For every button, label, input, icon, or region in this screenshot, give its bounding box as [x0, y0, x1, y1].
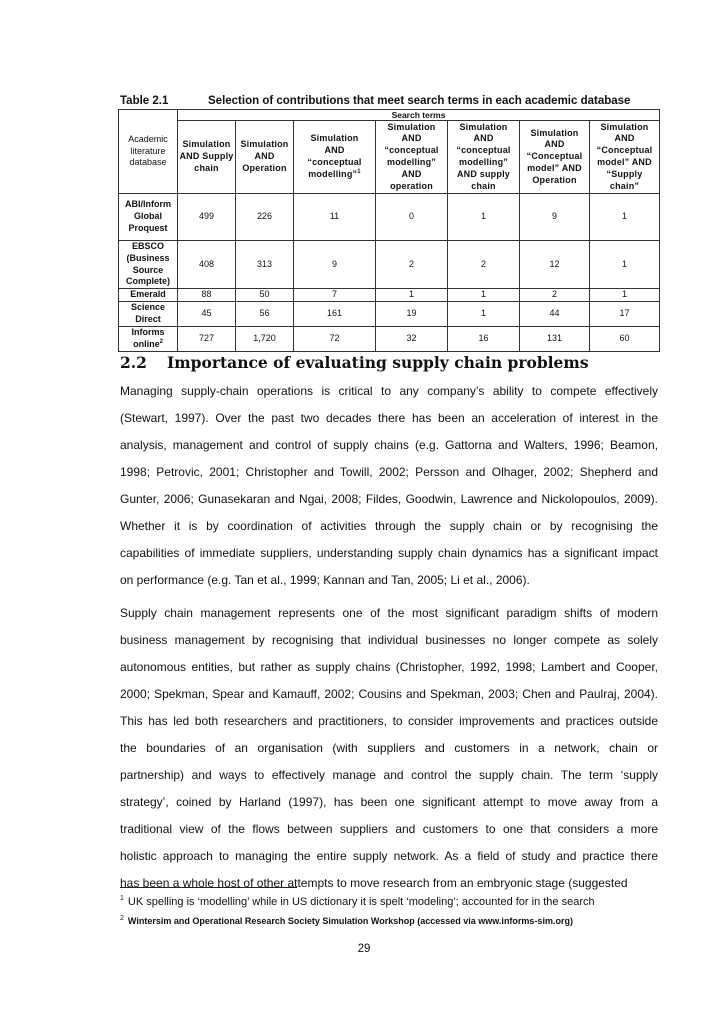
count-cell: 2 — [520, 289, 590, 302]
header-line: Simulation — [182, 139, 231, 150]
count-cell: 11 — [294, 194, 376, 241]
database-name-line: Global — [133, 211, 162, 222]
database-cell — [119, 241, 178, 289]
header-line: “conceptual — [384, 145, 439, 156]
count-cell: 72 — [294, 327, 376, 352]
text-line: (Stewart, 1997). Over the past two decades there has been an acceleration of interest in the — [120, 411, 658, 425]
header-line: operation — [390, 180, 433, 191]
header-line: “Conceptual — [526, 151, 583, 162]
header-line: “Supply chain” — [606, 168, 643, 191]
count-cell: 226 — [236, 194, 294, 241]
count-cell: 60 — [590, 327, 660, 352]
count-cell: 32 — [376, 327, 448, 352]
database-cell — [119, 302, 178, 327]
header-line: AND — [544, 139, 565, 150]
table-title: Selection of contributions that meet search terms in each academic database — [208, 95, 631, 107]
header-line: Simulation — [459, 121, 508, 132]
paragraph-1 — [120, 378, 658, 594]
count-cell: 1 — [448, 289, 520, 302]
header-line: model” AND — [527, 162, 582, 173]
text-line: 1998; Petrovic, 2001; Christopher and Towill, 2002; Persson and Olhager, 2002; Shepherd and — [120, 465, 658, 479]
header-line: Simulation — [600, 121, 649, 132]
database-cell — [119, 194, 178, 241]
text-line: Managing supply-chain operations is critical to any company’s ability to compete effectively — [120, 384, 658, 398]
database-name-line: Complete) — [125, 276, 170, 287]
footnote-mark: 1 — [120, 895, 124, 903]
header-line: “Conceptual — [596, 145, 653, 156]
header-line: “conceptual — [307, 157, 362, 167]
footnote-mark: 2 — [120, 915, 124, 922]
count-cell: 50 — [236, 289, 294, 302]
header-cell — [376, 121, 448, 194]
header-line: “conceptual — [456, 145, 511, 156]
search-terms-row — [119, 110, 660, 121]
count-cell: 161 — [294, 302, 376, 327]
count-cell: 88 — [178, 289, 236, 302]
header-line: Operation — [242, 162, 287, 173]
header-cell — [448, 121, 520, 194]
text-line: 2000; Spekman, Spear and Kamauff, 2002; Cousins and Spekman, 2003; Chen and Paulraj, 2004). — [120, 687, 658, 701]
count-cell: 131 — [520, 327, 590, 352]
header-line: AND supply — [456, 168, 510, 179]
footnote-text: Wintersim and Operational Research Society Simulation Workshop (accessed via www.informs-sim.org) — [127, 916, 573, 926]
column-header-row — [119, 121, 660, 194]
table-row — [119, 194, 660, 241]
header-line: modelling” — [387, 157, 436, 167]
count-cell: 1 — [448, 194, 520, 241]
count-cell: 16 — [448, 327, 520, 352]
count-cell: 1,720 — [236, 327, 294, 352]
database-name-line: Source — [132, 264, 164, 275]
header-line: AND Supply — [179, 151, 234, 162]
database-name-line: EBSCO — [131, 241, 164, 251]
database-name-line: Emerald — [130, 289, 166, 300]
header-line: AND — [473, 133, 494, 144]
count-cell: 1 — [448, 302, 520, 327]
count-cell: 45 — [178, 302, 236, 327]
footnote-text: UK spelling is ‘modelling’ while in US dictionary it is spelt ‘modeling’; accounted for in the search — [127, 896, 595, 908]
database-cell — [119, 327, 178, 352]
text-line: This has led both researchers and practitioners, to consider improvements and practices outside — [120, 714, 658, 728]
header-line: model” AND — [597, 157, 652, 167]
count-cell: 1 — [590, 241, 660, 289]
footnote-ref: 2 — [159, 339, 163, 346]
count-cell: 2 — [448, 241, 520, 289]
database-name-line: Direct — [135, 314, 161, 325]
count-cell: 9 — [294, 241, 376, 289]
count-cell: 313 — [236, 241, 294, 289]
header-line: AND — [614, 133, 635, 144]
header-line: chain — [471, 180, 496, 191]
database-name-line: (Business — [126, 252, 170, 263]
count-cell: 408 — [178, 241, 236, 289]
text-line: autonomous entities, but rather as supply chains (Christopher, 1992, 1998; Lambert and Cooper, — [120, 660, 658, 674]
header-line: Simulation — [240, 139, 289, 150]
footnote-2 — [120, 916, 660, 926]
text-line: business management by recognising that individual businesses no longer compete as solely — [120, 633, 658, 647]
text-line: Gunter, 2006; Gunasekaran and Ngai, 2008; Fildes, Goodwin, Lawrence and Nickolopoulos, 2009). — [120, 492, 658, 506]
search-terms-header: Search terms — [178, 110, 660, 121]
header-line: Simulation — [530, 127, 579, 138]
text-line: strategy’, coined by Harland (1997), has been one significant attempt to move away from a — [120, 795, 658, 809]
text-line: has been a whole host of other attempts to move research from an embryonic stage (suggested — [120, 876, 628, 890]
header-line: Operation — [532, 174, 577, 185]
count-cell: 9 — [520, 194, 590, 241]
header-line: chain — [194, 162, 219, 173]
text-line: traditional view of the flows between suppliers and customers to one that considers a more — [120, 822, 658, 836]
count-cell: 1 — [590, 289, 660, 302]
count-cell: 12 — [520, 241, 590, 289]
header-line: AND — [254, 151, 275, 162]
text-line: Supply chain management represents one of the most significant paradigm shifts of modern — [120, 606, 658, 620]
section-number: 2.2 — [120, 353, 147, 372]
search-results-table — [118, 109, 660, 352]
section-title: Importance of evaluating supply chain problems — [167, 353, 589, 372]
footnote-1 — [120, 896, 660, 908]
text-line: analysis, management and control of supply chains (e.g. Gattorna and Walters, 1996; Beamon, — [120, 438, 658, 452]
paragraph-2 — [120, 600, 658, 897]
header-cell — [520, 121, 590, 194]
count-cell: 17 — [590, 302, 660, 327]
database-name-line: Proquest — [128, 222, 168, 233]
text-line: partnership) and ways to effectively manage and control the supply chain. The term ‘supply — [120, 768, 658, 782]
header-line: modelling” — [459, 157, 508, 167]
footnote-rule — [120, 887, 297, 888]
database-name-line: Informs — [131, 327, 165, 338]
count-cell: 499 — [178, 194, 236, 241]
count-cell: 1 — [590, 194, 660, 241]
table-row — [119, 327, 660, 352]
count-cell: 0 — [376, 194, 448, 241]
table-number: Table 2.1 — [120, 95, 169, 107]
header-cell-database: Academic literature database — [119, 110, 178, 194]
count-cell: 7 — [294, 289, 376, 302]
header-cell — [236, 121, 294, 194]
database-cell — [119, 289, 178, 302]
header-cell — [294, 121, 376, 194]
database-name-line: Science — [130, 302, 166, 313]
text-line: Whether it is by coordination of activities through the supply chain or by recognising the — [120, 519, 658, 533]
count-cell: 2 — [376, 241, 448, 289]
text-line: the boundaries of an organisation (with suppliers and customers in a network, chain or — [120, 741, 658, 755]
database-name-line: online$^2$ — [133, 339, 163, 350]
count-cell: 1 — [376, 289, 448, 302]
text-line: holistic approach to managing the entire supply network. As a field of study and practice there — [120, 849, 658, 863]
count-cell: 44 — [520, 302, 590, 327]
table-row — [119, 302, 660, 327]
count-cell: 727 — [178, 327, 236, 352]
text-line: on performance (e.g. Tan et al., 1999; Kannan and Tan, 2005; Li et al., 2006). — [120, 573, 530, 587]
footnote-ref: 1 — [357, 168, 361, 175]
table-row — [119, 289, 660, 302]
header-line: AND — [401, 168, 422, 179]
table-row — [119, 241, 660, 289]
header-line: Simulation — [310, 133, 359, 144]
count-cell: 56 — [236, 302, 294, 327]
text-line: capabilities of immediate suppliers, understanding supply chain dynamics has a significant impact — [120, 546, 658, 560]
header-cell — [590, 121, 660, 194]
page-number: 29 — [357, 943, 371, 955]
count-cell: 19 — [376, 302, 448, 327]
header-line: Simulation — [387, 121, 436, 132]
header-line: AND — [401, 133, 422, 144]
header-line: modelling”$^1$ — [308, 168, 361, 179]
database-name-line: ABI/Inform — [125, 199, 171, 210]
header-cell — [178, 121, 236, 194]
header-line: AND — [324, 145, 345, 156]
